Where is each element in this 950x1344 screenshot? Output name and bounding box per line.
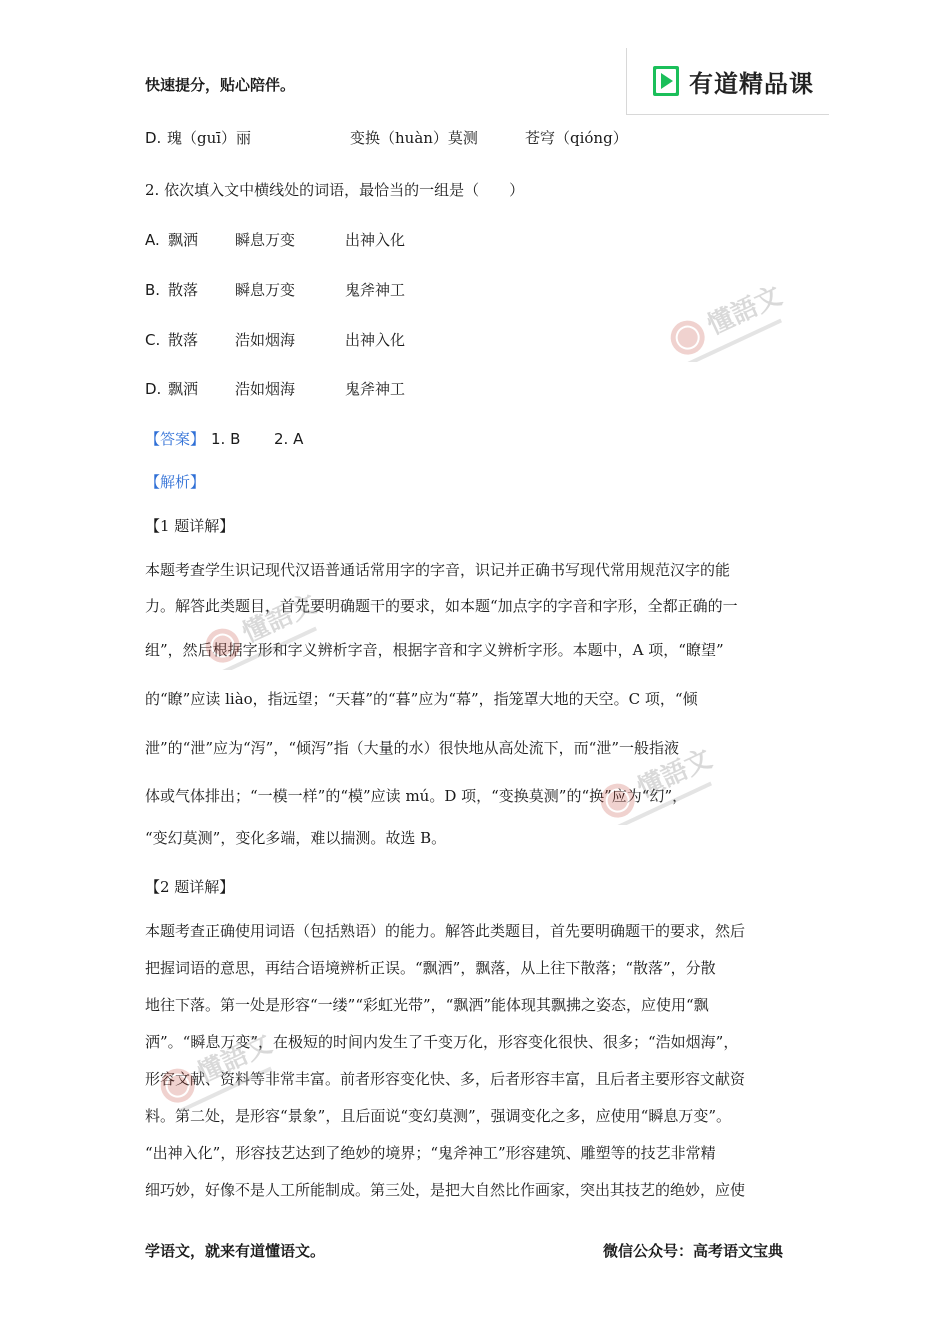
option-word: 飘洒: [168, 380, 199, 398]
brand-logo: [626, 48, 829, 115]
paragraph-line: 体或气体排出；“一模一样”的“模”应读 mú。D 项，“变换莫测”的“换”应为“幻”，: [145, 787, 688, 805]
paragraph-line: 细巧妙，好像不是人工所能制成。第三处，是把大自然比作画家，突出其技艺的绝妙，应使: [145, 1181, 746, 1199]
option-label: B.: [145, 281, 161, 299]
svg-text:懂語文: 懂語文: [633, 743, 717, 805]
paragraph-line: 组”，然后根据字形和字义辨析字音，根据字音和字义辨析字形。本题中，A 项，“瞭望”: [145, 641, 724, 659]
question2-stem: 2. 依次填入文中横线处的词语，最恰当的一组是（ ）: [145, 181, 525, 199]
option-word: 出神入化: [345, 331, 406, 349]
paragraph-line: 本题考查学生识记现代汉语普通话常用字的字音，识记并正确书写现代常用规范汉字的能: [145, 561, 731, 579]
option-word: 飘洒: [168, 231, 199, 249]
option-word: 鬼斧神工: [345, 380, 406, 398]
option-label: A.: [145, 231, 160, 249]
paragraph-line: 泄”的“泄”应为“泻”，“倾泻”指（大量的水）很快地从高处流下，而“泄”一般指液: [145, 739, 680, 757]
option-word: 瞬息万变: [235, 281, 296, 299]
play-logo-icon: [653, 66, 679, 96]
option-label: D.: [145, 129, 162, 147]
option-word: 瞬息万变: [235, 231, 296, 249]
option-item: 瑰（guī）丽: [167, 129, 252, 147]
option-label: D.: [145, 380, 162, 398]
footer-right: 微信公众号：高考语文宝典: [603, 1242, 784, 1260]
detail1-heading: 【1 题详解】: [145, 517, 235, 535]
paragraph-line: 的“瞭”应读 liào，指远望；“天暮”的“暮”应为“幕”，指笼罩大地的天空。C 项，“倾: [145, 690, 698, 708]
answer-tag: 【答案】: [145, 430, 206, 448]
option-label: C.: [145, 331, 161, 349]
answer-2: 2. A: [274, 430, 304, 448]
footer-left: 学语文，就来有道懂语文。: [145, 1242, 326, 1260]
answer-1: 1. B: [211, 430, 241, 448]
option-word: 散落: [168, 331, 199, 349]
header-slogan: 快速提分，贴心陪伴。: [145, 76, 296, 94]
svg-text:懂語文: 懂語文: [703, 280, 787, 342]
logo-text: 有道精品课: [689, 70, 814, 98]
watermark-seal-icon: [185, 580, 325, 670]
svg-text:懂語文: 懂語文: [193, 1028, 277, 1090]
analysis-tag: 【解析】: [145, 473, 206, 491]
option-word: 鬼斧神工: [345, 281, 406, 299]
paragraph-line: 力。解答此类题目，首先要明确题干的要求，如本题“加点字的字音和字形，全都正确的一: [145, 597, 738, 615]
paragraph-line: “出神入化”，形容技艺达到了绝妙的境界；“鬼斧神工”形容建筑、雕塑等的技艺非常精: [145, 1144, 716, 1162]
option-item: 变换（huàn）莫测: [350, 129, 478, 147]
paragraph-line: 洒”。“瞬息万变”，在极短的时间内发生了千变万化，形容变化很快、很多；“浩如烟海”，: [145, 1033, 739, 1051]
paragraph-line: 形容文献、资料等非常丰富。前者形容变化快、多，后者形容丰富，且后者主要形容文献资: [145, 1070, 746, 1088]
detail2-heading: 【2 题详解】: [145, 878, 235, 896]
watermark-seal-icon: [650, 272, 790, 362]
paragraph-line: 料。第二处，是形容“景象”，且后面说“变幻莫测”，强调变化之多，应使用“瞬息万变”。: [145, 1107, 732, 1125]
paragraph-line: 把握词语的意思，再结合语境辨析正误。“飘洒”，飘落，从上往下散落；“散落”，分散: [145, 959, 716, 977]
option-item: 苍穹（qióng）: [525, 129, 628, 147]
option-word: 出神入化: [345, 231, 406, 249]
option-word: 浩如烟海: [235, 331, 296, 349]
paragraph-line: 地往下落。第一处是形容“一缕”“彩虹光带”，“飘洒”能体现其飘拂之姿态，应使用“飘: [145, 996, 709, 1014]
option-word: 散落: [168, 281, 199, 299]
paragraph-line: “变幻莫测”，变化多端，难以揣测。故选 B。: [145, 829, 447, 847]
paragraph-line: 本题考查正确使用词语（包括熟语）的能力。解答此类题目，首先要明确题干的要求，然后: [145, 922, 746, 940]
option-word: 浩如烟海: [235, 380, 296, 398]
svg-text:懂語文: 懂語文: [238, 588, 322, 650]
watermark-seal-icon: [580, 735, 720, 825]
watermark-seal-icon: [140, 1020, 280, 1110]
